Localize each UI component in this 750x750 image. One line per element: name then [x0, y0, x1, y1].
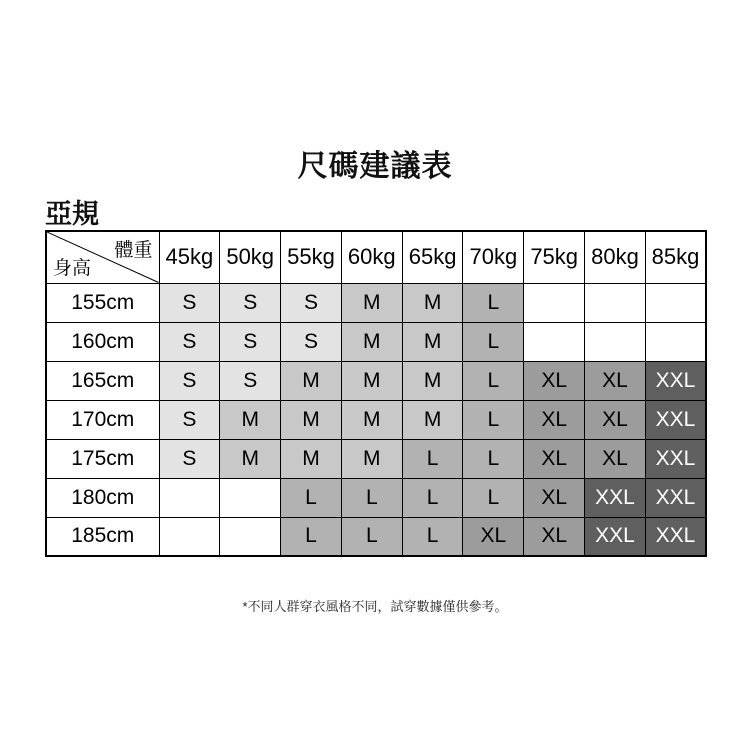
corner-cell: [46, 231, 159, 283]
height-cell: 165cm: [46, 361, 159, 400]
size-cell: [645, 283, 706, 322]
height-cell: 155cm: [46, 283, 159, 322]
size-cell: L: [463, 361, 524, 400]
size-cell: L: [463, 322, 524, 361]
size-cell: L: [341, 478, 402, 517]
size-cell: XL: [524, 517, 585, 556]
size-cell: XL: [585, 439, 646, 478]
table-row: [46, 322, 706, 361]
table-row: [46, 517, 706, 556]
size-cell: L: [402, 517, 463, 556]
size-cell: M: [220, 439, 281, 478]
size-cell: S: [220, 361, 281, 400]
size-cell: XXL: [645, 400, 706, 439]
table-row: [46, 400, 706, 439]
size-cell: [524, 322, 585, 361]
size-table-body: [46, 283, 706, 556]
height-cell: 170cm: [46, 400, 159, 439]
size-cell: XXL: [645, 517, 706, 556]
size-cell: XL: [463, 517, 524, 556]
height-cell: 160cm: [46, 322, 159, 361]
height-cell: 175cm: [46, 439, 159, 478]
size-cell: XXL: [645, 361, 706, 400]
weight-header-cell: 75kg: [524, 231, 585, 283]
size-cell: [524, 283, 585, 322]
size-cell: M: [341, 322, 402, 361]
region-label: 亞規: [45, 199, 99, 229]
size-cell: L: [341, 517, 402, 556]
table-row: [46, 478, 706, 517]
size-cell: L: [463, 400, 524, 439]
size-cell: M: [341, 439, 402, 478]
size-cell: [159, 517, 220, 556]
table-row: [46, 439, 706, 478]
size-cell: S: [220, 283, 281, 322]
table-row: [46, 361, 706, 400]
weight-header-cell: 85kg: [645, 231, 706, 283]
size-cell: L: [281, 478, 342, 517]
size-cell: M: [341, 283, 402, 322]
size-cell: [220, 478, 281, 517]
size-cell: XXL: [645, 439, 706, 478]
size-cell: M: [402, 283, 463, 322]
size-cell: M: [281, 400, 342, 439]
size-cell: S: [159, 283, 220, 322]
weight-header-cell: 55kg: [281, 231, 342, 283]
size-cell: L: [402, 439, 463, 478]
weight-header-cell: 50kg: [220, 231, 281, 283]
size-cell: L: [402, 478, 463, 517]
size-cell: M: [281, 361, 342, 400]
size-cell: M: [220, 400, 281, 439]
weight-header-cell: 80kg: [585, 231, 646, 283]
height-cell: 180cm: [46, 478, 159, 517]
corner-height-label: 身高: [53, 257, 92, 279]
size-cell: S: [159, 400, 220, 439]
size-cell: S: [281, 283, 342, 322]
size-cell: XL: [524, 439, 585, 478]
size-cell: [585, 283, 646, 322]
height-cell: 185cm: [46, 517, 159, 556]
weight-header-row: [46, 231, 706, 283]
size-cell: M: [341, 361, 402, 400]
size-cell: XXL: [645, 478, 706, 517]
size-cell: S: [159, 322, 220, 361]
size-cell: M: [402, 322, 463, 361]
size-cell: [159, 478, 220, 517]
size-cell: S: [281, 322, 342, 361]
size-chart-table: [45, 230, 707, 557]
size-cell: XL: [524, 478, 585, 517]
size-cell: S: [159, 439, 220, 478]
size-cell: XXL: [585, 517, 646, 556]
size-cell: L: [463, 478, 524, 517]
size-cell: L: [281, 517, 342, 556]
size-cell: S: [220, 322, 281, 361]
weight-header-cell: 70kg: [463, 231, 524, 283]
size-cell: M: [341, 400, 402, 439]
size-cell: L: [463, 439, 524, 478]
size-cell: XL: [585, 400, 646, 439]
weight-header-cell: 65kg: [402, 231, 463, 283]
size-cell: L: [463, 283, 524, 322]
corner-weight-label: 體重: [114, 240, 153, 261]
size-cell: S: [159, 361, 220, 400]
footnote: *不同人群穿衣風格不同，試穿數據僅供參考。: [242, 599, 508, 614]
size-cell: XL: [524, 400, 585, 439]
size-cell: [220, 517, 281, 556]
page-title: 尺碼建議表: [297, 150, 453, 183]
size-cell: [645, 322, 706, 361]
size-cell: XXL: [585, 478, 646, 517]
size-cell: M: [402, 400, 463, 439]
size-cell: XL: [524, 361, 585, 400]
size-cell: [585, 322, 646, 361]
size-cell: XL: [585, 361, 646, 400]
weight-header-cell: 45kg: [159, 231, 220, 283]
size-cell: M: [281, 439, 342, 478]
weight-header-cell: 60kg: [341, 231, 402, 283]
table-row: [46, 283, 706, 322]
size-cell: M: [402, 361, 463, 400]
